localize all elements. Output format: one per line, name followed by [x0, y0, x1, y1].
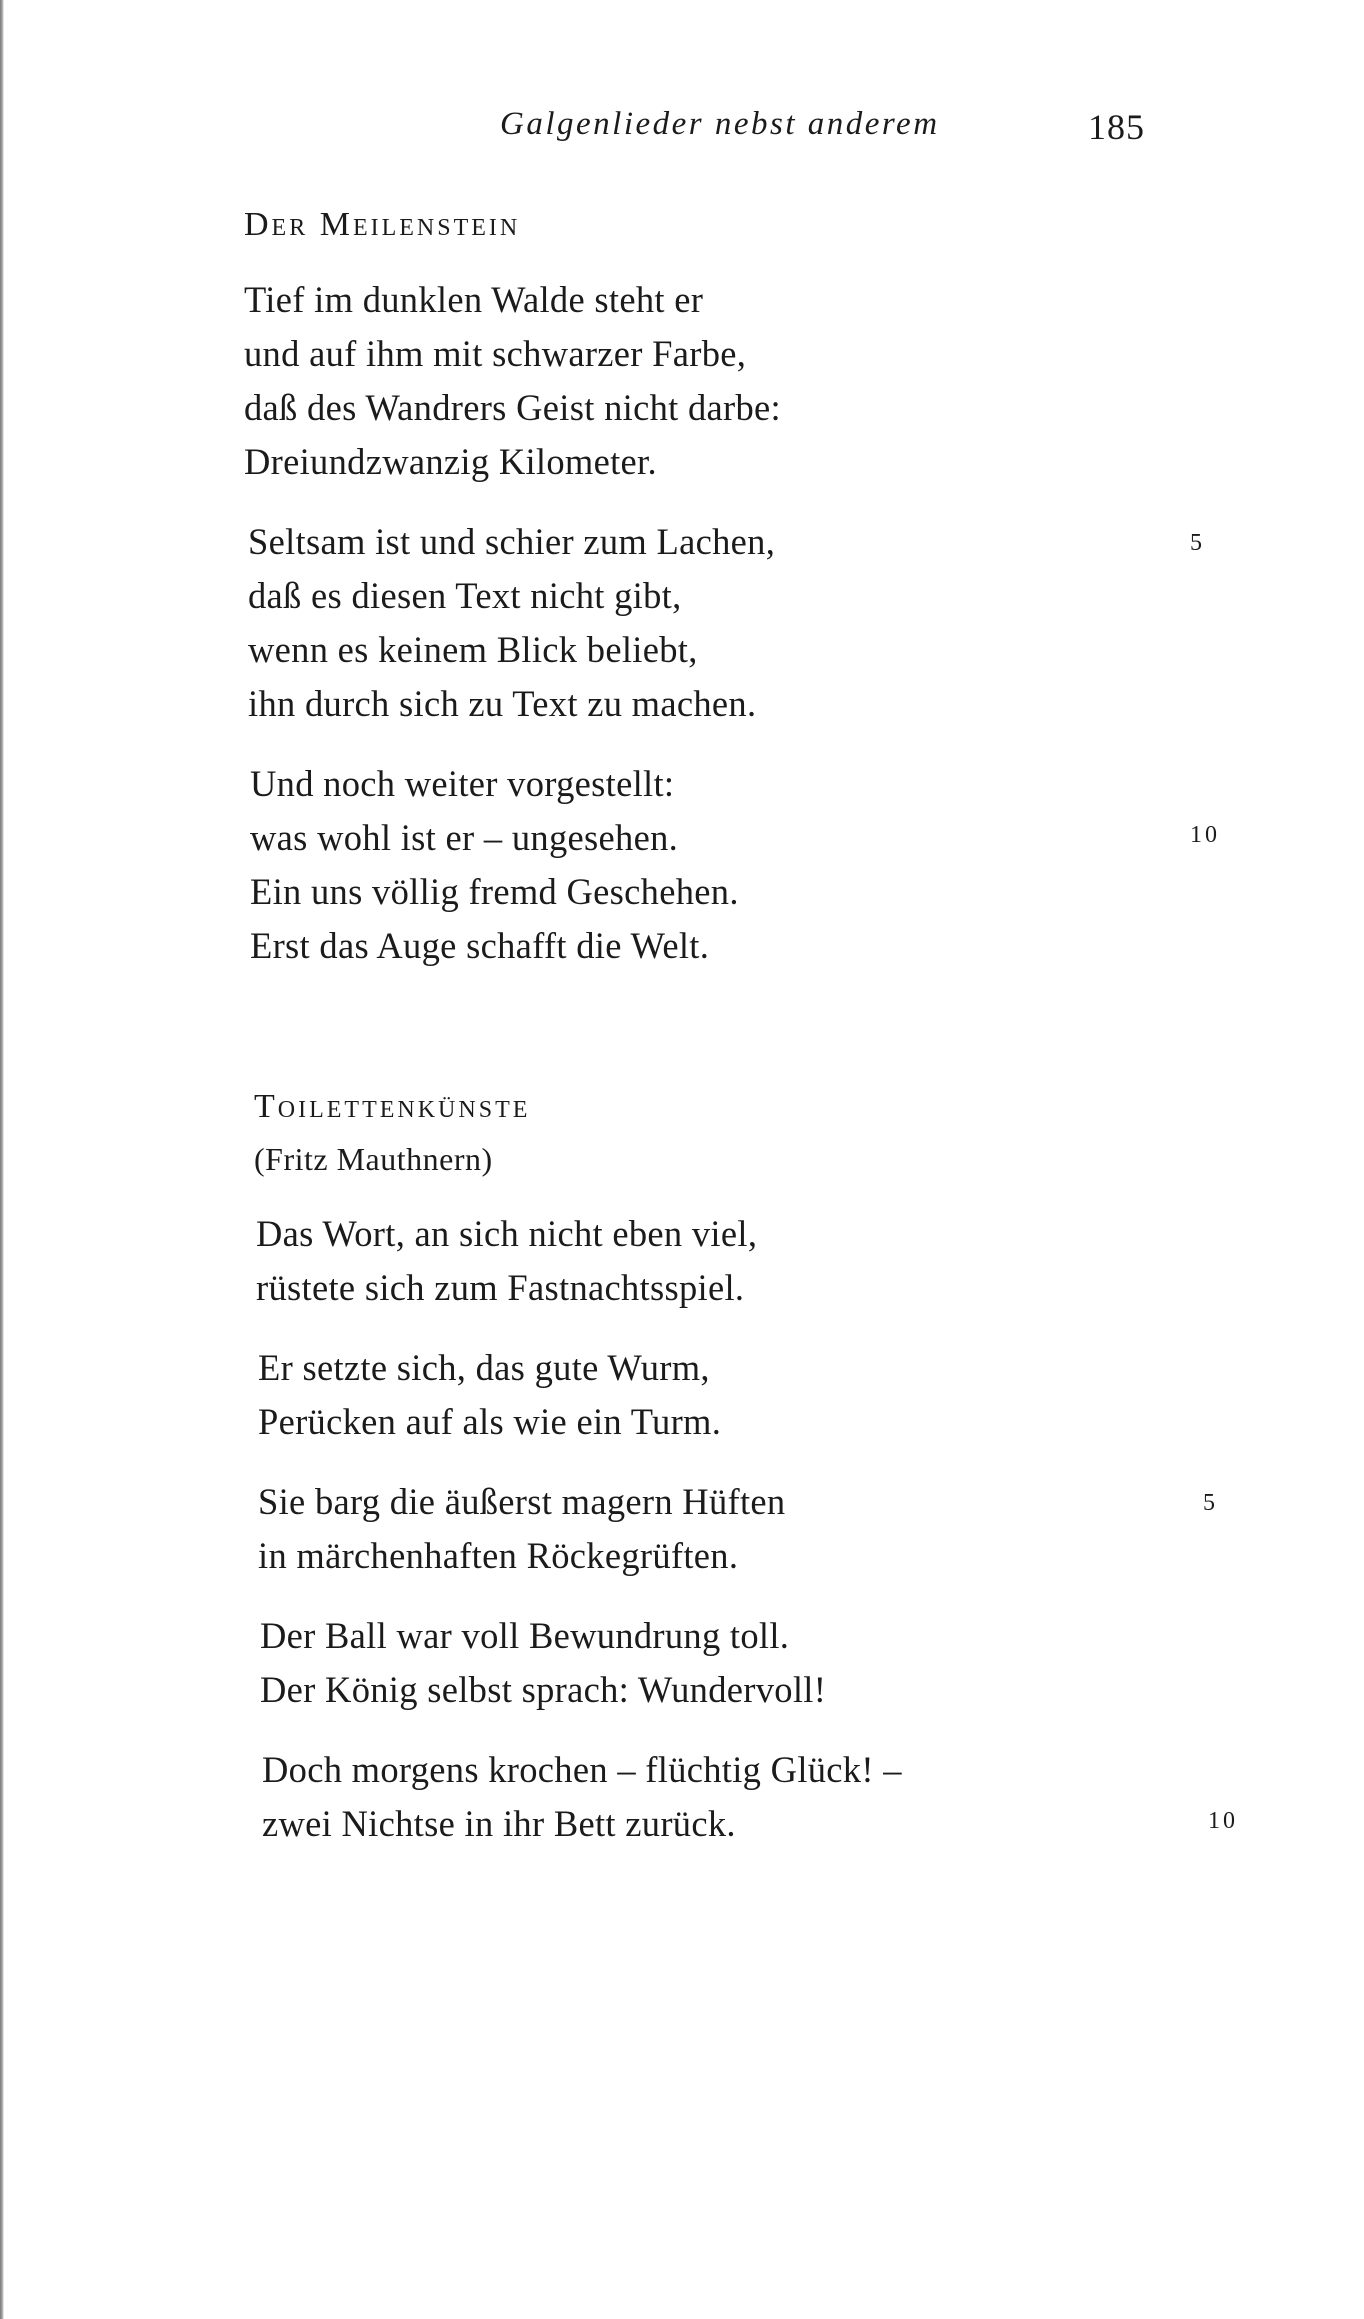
line-number: 10: [1190, 822, 1220, 848]
verse-line: Seltsam ist und schier zum Lachen,: [248, 521, 776, 562]
verse-line: Der König selbst sprach: Wundervoll!: [260, 1669, 827, 1710]
line-number: 10: [1208, 1808, 1238, 1834]
verse-line: Der Ball war voll Bewundrung toll.: [260, 1615, 790, 1656]
line-number: 5: [1190, 530, 1205, 556]
verse-line: Ein uns völlig fremd Geschehen.: [250, 871, 739, 912]
verse-line: was wohl ist er – ungesehen.: [250, 817, 679, 858]
poem-title: Toilettenkünste: [254, 1088, 531, 1125]
verse-line: Sie barg die äußerst magern Hüften: [258, 1481, 786, 1522]
poem-title: Der Meilenstein: [244, 206, 521, 243]
verse-line: Das Wort, an sich nicht eben viel,: [256, 1213, 758, 1254]
verse-line: daß es diesen Text nicht gibt,: [248, 575, 682, 616]
verse-line: Und noch weiter vorgestellt:: [250, 763, 675, 804]
verse-line: Dreiundzwanzig Kilometer.: [244, 441, 657, 482]
page-edge-shadow: [0, 0, 4, 2319]
running-title: Galgenlieder nebst anderem: [500, 106, 940, 142]
verse-line: Erst das Auge schafft die Welt.: [250, 925, 710, 966]
verse-line: und auf ihm mit schwarzer Farbe,: [244, 333, 747, 374]
verse-line: Perücken auf als wie ein Turm.: [258, 1401, 722, 1442]
verse-line: rüstete sich zum Fastnachtsspiel.: [256, 1267, 745, 1308]
verse-line: in märchenhaften Röckegrüften.: [258, 1535, 739, 1576]
verse-line: zwei Nichtse in ihr Bett zurück.: [262, 1803, 736, 1844]
page-number: 185: [1088, 107, 1145, 147]
verse-line: Er setzte sich, das gute Wurm,: [258, 1347, 710, 1388]
verse-line: Tief im dunklen Walde steht er: [244, 279, 704, 320]
verse-line: Doch morgens krochen – flüchtig Glück! –: [262, 1749, 902, 1790]
poem-dedication: (Fritz Mauthnern): [254, 1141, 493, 1177]
verse-line: wenn es keinem Blick beliebt,: [248, 629, 698, 670]
line-number: 5: [1203, 1490, 1218, 1516]
verse-line: ihn durch sich zu Text zu machen.: [248, 683, 757, 724]
verse-line: daß des Wandrers Geist nicht darbe:: [244, 387, 781, 428]
